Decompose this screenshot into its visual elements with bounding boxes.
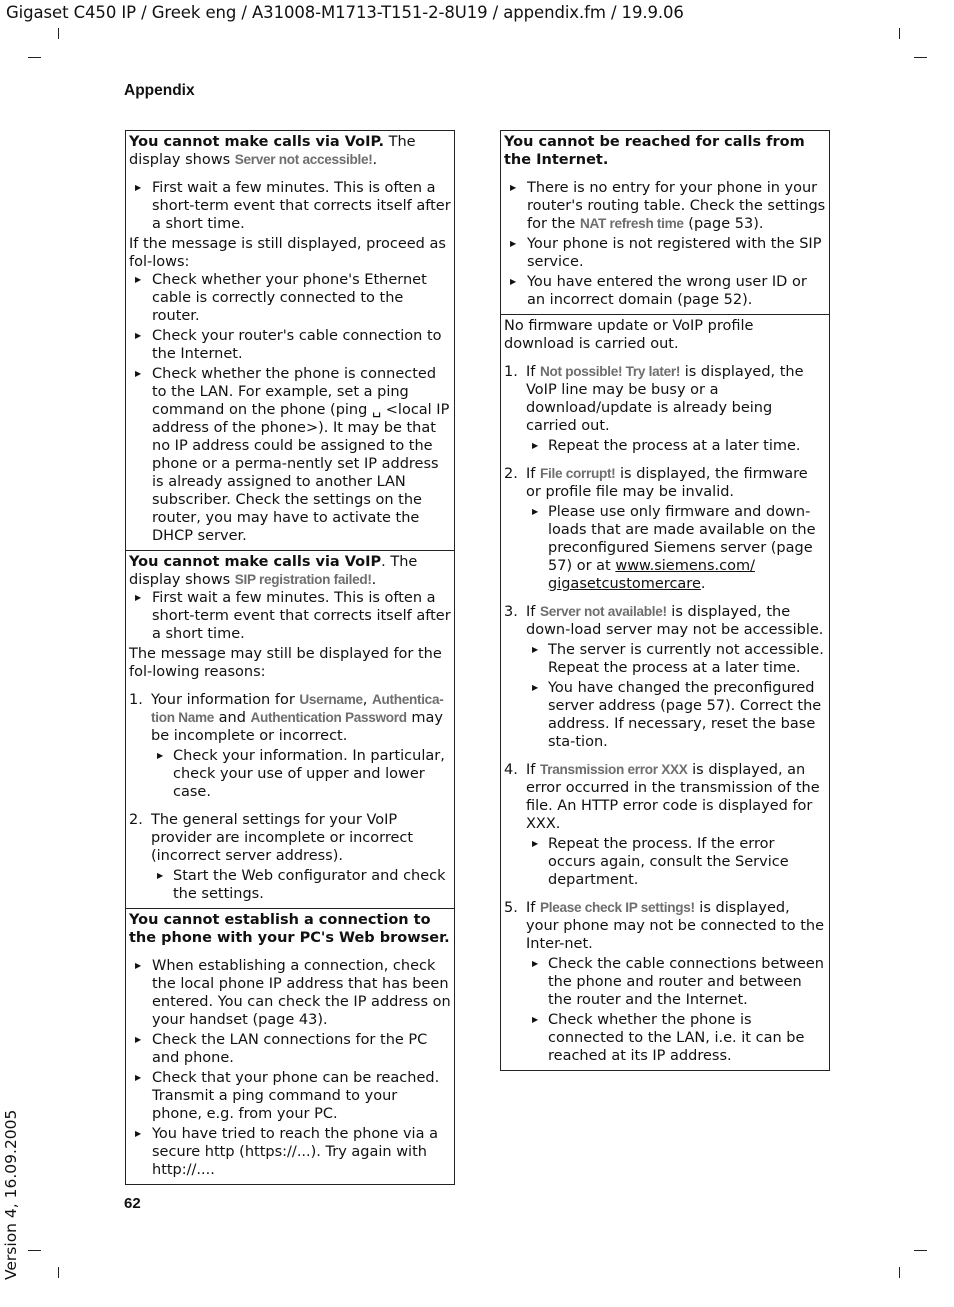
crop-mark	[899, 1267, 900, 1278]
display-message: SIP registration failed!	[234, 572, 372, 587]
crop-mark	[58, 1267, 59, 1278]
list-item: ▶ When establishing a connection, check the local phone IP address that has been entered. You can check the IP address on your handset (page 43).	[129, 957, 451, 1029]
list-item: ▶ Your phone is not registered with the SIP service.	[504, 235, 826, 271]
list-item: ▶ Check whether your phone's Ethernet cable is correctly connected to the router.	[129, 271, 451, 325]
list-item: ▶ First wait a few minutes. This is often a short-term event that corrects itself after a short time.	[129, 179, 451, 233]
list-item: ▶ Start the Web configurator and check the settings.	[151, 867, 451, 903]
list-item: ▶ You have changed the preconfigured server address (page 57). Correct the address. If necessary, reset the base sta-tion.	[526, 679, 826, 751]
menu-item-name: NAT refresh time	[579, 216, 684, 231]
list-item: ▶ You have tried to reach the phone via a secure http (https://...). Try again with http://....	[129, 1125, 451, 1179]
list-item: ▶ Repeat the process. If the error occurs again, consult the Service department.	[526, 835, 826, 889]
version-stamp: Version 4, 16.09.2005	[2, 1109, 20, 1280]
list-item: 2. The general settings for your VoIP provider are incomplete or incorrect (incorrect server address). ▶ Start the Web configurator and check the settings.	[129, 811, 451, 903]
list-item: 5. If Please check IP settings! is displayed, your phone may not be connected to the Inter-net. ▶ Check the cable connections between the phone and router and between the router and the Internet. ▶ Check whether the phone is connected to the LAN, i.e. it can be reached at its IP address.	[504, 899, 826, 1065]
list-item: ▶ Check whether the phone is connected to the LAN, i.e. it can be reached at its IP address.	[526, 1011, 826, 1065]
trouble-box-firmware	[500, 315, 830, 1071]
trouble-box-sip-registration	[125, 551, 455, 909]
siemens-support-link[interactable]: www.siemens.com/ gigasetcustomercare	[548, 558, 755, 592]
numbered-list	[129, 691, 451, 903]
crop-mark	[28, 57, 41, 58]
list-item: 2. If File corrupt! is displayed, the firmware or profile file may be invalid. ▶ Please use only firmware and down-loads that are made available on the preconfigured Siemens server (page 57) or at www.siemens.com/ gigasetcustomercare.	[504, 465, 826, 593]
list-item: ▶ There is no entry for your phone in your router's routing table. Check the settings for the NAT refresh time (page 53).	[504, 179, 826, 233]
left-column	[125, 130, 455, 1185]
trouble-box-voip-server	[125, 130, 455, 551]
bullet-list	[129, 957, 451, 1179]
trouble-box-web-browser	[125, 909, 455, 1185]
list-item: ▶ The server is currently not accessible. Repeat the process at a later time.	[526, 641, 826, 677]
numbered-list	[504, 363, 826, 1065]
box-heading: No firmware update or VoIP profile download is carried out.	[504, 318, 754, 352]
list-item: ▶ Repeat the process at a later time.	[526, 437, 826, 455]
crop-mark	[914, 57, 927, 58]
crop-mark	[28, 1250, 41, 1251]
running-header: Gigaset C450 IP / Greek eng / A31008-M1713-T151-2-8U19 / appendix.fm / 19.9.06	[6, 3, 684, 22]
bullet-list	[504, 179, 826, 309]
bullet-list	[129, 179, 451, 233]
list-item: ▶ Check whether the phone is connected to the LAN. For example, set a ping command on the phone (ping ␣ <local IP address of the phone>). It may be that no IP address could be assigned to the phone or a perma-nently set IP address is already assigned to another LAN subscriber. Check the settings on the router, you may have to activate the DHCP server.	[129, 365, 451, 545]
crop-mark	[899, 28, 900, 39]
trouble-box-unreachable	[500, 130, 830, 315]
space-symbol: ␣	[371, 402, 382, 418]
list-item: ▶ Check your information. In particular, check your use of upper and lower case.	[151, 747, 451, 801]
list-item: ▶ Check the cable connections between the phone and router and between the router and the Internet.	[526, 955, 826, 1009]
box-heading: You cannot establish a connection to the phone with your PC's Web browser.	[129, 912, 450, 946]
list-item: ▶ Check your router's cable connection to the Internet.	[129, 327, 451, 363]
crop-mark	[914, 1250, 927, 1251]
page-number: 62	[124, 1195, 141, 1212]
box-heading: You cannot make calls via VoIP. The display shows SIP registration failed!.	[129, 554, 418, 588]
paragraph: If the message is still displayed, proceed as fol-lows:	[129, 236, 446, 270]
list-item: 1. Your information for Username, Authentica-tion Name and Authentication Password may be incomplete or incorrect. ▶ Check your information. In particular, check your use of upper and lower case.	[129, 691, 451, 801]
bullet-list	[129, 589, 451, 643]
box-heading: You cannot be reached for calls from the Internet.	[504, 134, 805, 168]
list-item: 1. If Not possible! Try later! is displayed, the VoIP line may be busy or a download/update is already being carried out. ▶ Repeat the process at a later time.	[504, 363, 826, 455]
list-item: ▶ First wait a few minutes. This is often a short-term event that corrects itself after a short time.	[129, 589, 451, 643]
display-message: Server not accessible!	[234, 152, 373, 167]
bullet-list	[129, 271, 451, 545]
list-item: ▶ Check the LAN connections for the PC and phone.	[129, 1031, 451, 1067]
list-item: ▶ Check that your phone can be reached. Transmit a ping command to your phone, e.g. from your PC.	[129, 1069, 451, 1123]
crop-mark	[58, 28, 59, 39]
paragraph: The message may still be displayed for the fol-lowing reasons:	[129, 646, 442, 680]
list-item: ▶ You have entered the wrong user ID or an incorrect domain (page 52).	[504, 273, 826, 309]
box-heading: You cannot make calls via VoIP. The display shows Server not accessible!.	[129, 134, 416, 168]
section-title: Appendix	[124, 82, 195, 99]
list-item: 3. If Server not available! is displayed, the down-load server may not be accessible. ▶ The server is currently not accessible. Repeat the process at a later time. ▶ You have changed the preconfigured server address (page 57). Correct the address. If necessary, reset the base sta-tion.	[504, 603, 826, 751]
list-item: ▶ Please use only firmware and down-loads that are made available on the preconfigured Siemens server (page 57) or at www.siemens.com/ gigasetcustomercare.	[526, 503, 826, 593]
right-column	[500, 130, 830, 1071]
list-item: 4. If Transmission error XXX is displayed, an error occurred in the transmission of the file. An HTTP error code is displayed for XXX. ▶ Repeat the process. If the error occurs again, consult the Service department.	[504, 761, 826, 889]
